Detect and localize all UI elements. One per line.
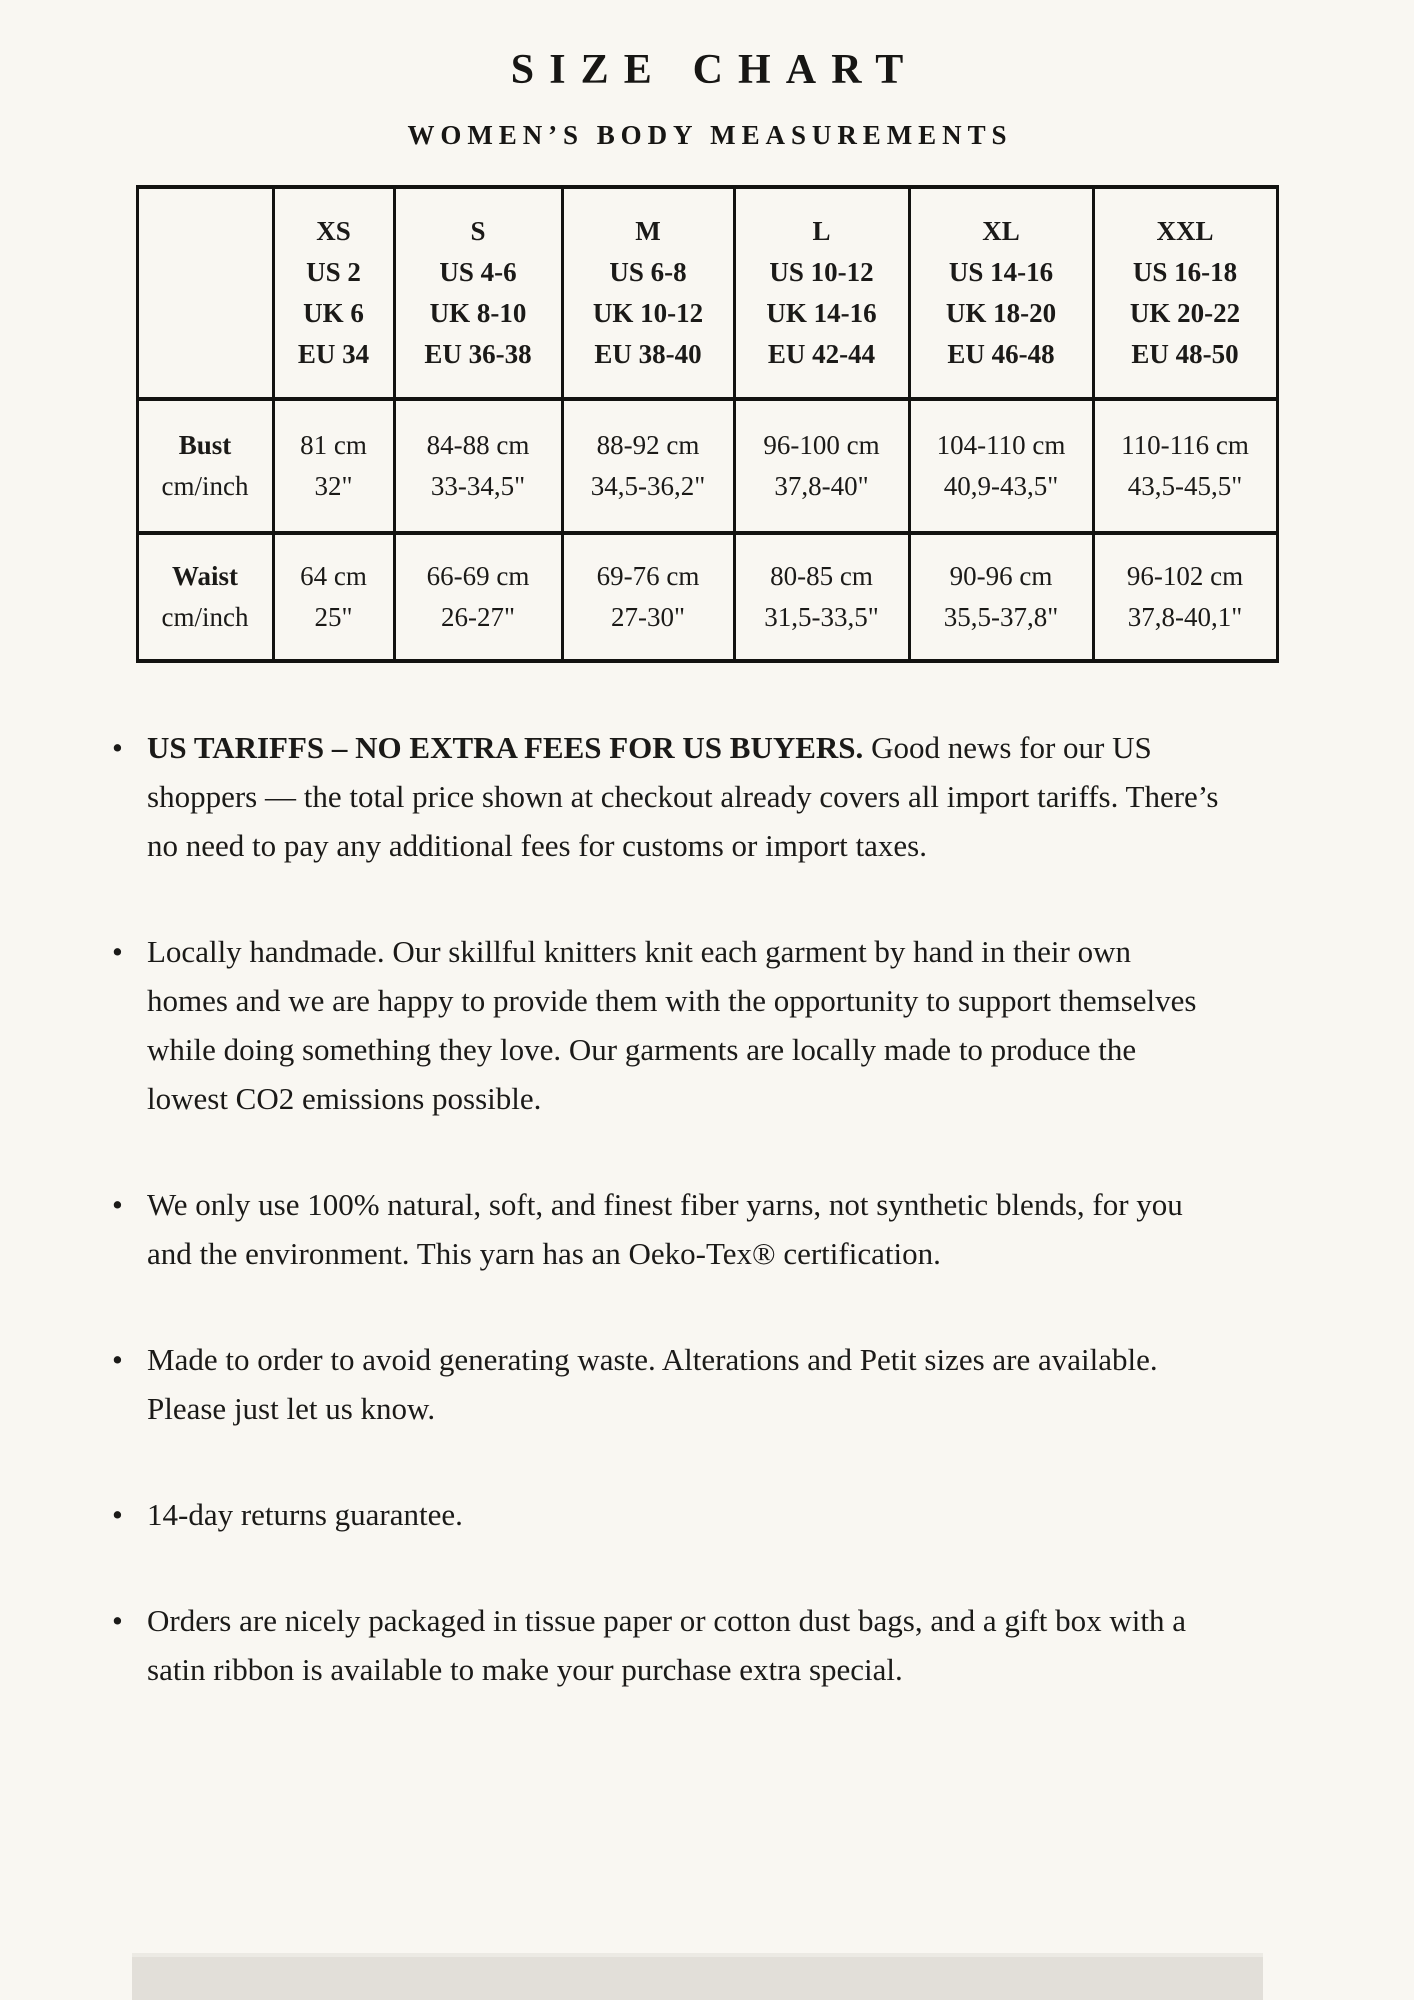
uk-size: UK 6 [303, 298, 364, 328]
waist-s [394, 533, 562, 661]
size-label: M [635, 216, 661, 246]
waist-inch: 27-30" [610, 602, 685, 632]
size-col-xl [909, 187, 1093, 399]
eu-size: EU 42-44 [767, 339, 876, 369]
waist-cm: 66-69 cm [426, 561, 530, 591]
list-item-packaging [112, 1596, 1219, 1694]
list-item-text: 14-day returns guarantee. [147, 1497, 463, 1532]
uk-size: UK 18-20 [945, 298, 1057, 328]
eu-size: EU 36-38 [424, 339, 532, 369]
size-chart-table [136, 185, 1279, 663]
eu-size: EU 38-40 [594, 339, 702, 369]
bullet-icon: • [112, 934, 123, 969]
bust-inch: 40,9-43,5" [943, 471, 1059, 501]
size-label: XXL [1156, 216, 1214, 246]
list-item-text: Made to order to avoid generating waste. Alterations and Petit sizes are available. Please just let us know. [147, 1342, 1158, 1426]
eu-size: EU 46-48 [947, 339, 1055, 369]
size-col-l [734, 187, 909, 399]
bullet-icon: • [112, 730, 123, 765]
uk-size: UK 20-22 [1129, 298, 1241, 328]
waist-xs [273, 533, 394, 661]
bullet-icon: • [112, 1603, 123, 1638]
waist-inch: 35,5-37,8" [943, 602, 1059, 632]
bust-cm: 110-116 cm [1121, 430, 1249, 460]
uk-size: UK 10-12 [592, 298, 704, 328]
list-item-text: Good news for our US shoppers — the total price shown at checkout already covers all import tariffs. There’s no need to pay any additional fees for customs or import taxes. [147, 730, 1219, 863]
waist-xxl [1093, 533, 1277, 661]
list-item-us-tariffs [112, 723, 1219, 870]
uk-size: UK 8-10 [429, 298, 527, 328]
bust-xxl [1093, 399, 1277, 533]
waist-cm: 69-76 cm [596, 561, 700, 591]
waist-inch: 25" [314, 602, 353, 632]
eu-size: EU 48-50 [1131, 339, 1239, 369]
bust-cm: 88-92 cm [596, 430, 700, 460]
uk-size: UK 14-16 [766, 298, 877, 328]
waist-l [734, 533, 909, 661]
bust-inch: 34,5-36,2" [590, 471, 706, 501]
size-col-xxl [1093, 187, 1277, 399]
list-item-text: Locally handmade. Our skillful knitters knit each garment by hand in their own homes and we are happy to provide them with the opportunity to support themselves while doing something they love. Our garments are locally made to produce the lowest CO2 emissions possible. [147, 934, 1197, 1116]
waist-cm: 96-102 cm [1126, 561, 1244, 591]
row-unit: cm/inch [161, 471, 249, 501]
bust-inch: 37,8-40" [774, 471, 869, 501]
list-item-text: Orders are nicely packaged in tissue paper or cotton dust bags, and a gift box with a satin ribbon is available to make your purchase extra special. [147, 1603, 1187, 1687]
waist-row [137, 533, 1277, 661]
list-item-made-to-order [112, 1335, 1219, 1433]
size-col-m [562, 187, 734, 399]
us-size: US 4-6 [439, 257, 517, 287]
list-item-locally-handmade [112, 927, 1219, 1123]
corner-cell [137, 187, 273, 399]
us-size: US 16-18 [1132, 257, 1238, 287]
list-item-bold-lead: US TARIFFS – NO EXTRA FEES FOR US BUYERS. [147, 730, 864, 765]
bust-m [562, 399, 734, 533]
bust-xl [909, 399, 1093, 533]
us-size: US 10-12 [769, 257, 874, 287]
bottom-section-placeholder [132, 1953, 1263, 2000]
size-label: L [812, 216, 831, 246]
bust-l [734, 399, 909, 533]
bust-s [394, 399, 562, 533]
page-subtitle: WOMEN’S BODY MEASUREMENTS [407, 120, 1013, 150]
bust-cm: 96-100 cm [763, 430, 880, 460]
waist-xl [909, 533, 1093, 661]
waist-inch: 31,5-33,5" [764, 602, 879, 632]
bullet-icon: • [112, 1497, 123, 1532]
product-info-list [0, 723, 1414, 1694]
size-col-s [394, 187, 562, 399]
us-size: US 6-8 [609, 257, 687, 287]
bust-row [137, 399, 1277, 533]
bullet-icon: • [112, 1342, 123, 1377]
list-item-text: We only use 100% natural, soft, and finest fiber yarns, not synthetic blends, for you and the environment. This yarn has an Oeko-Tex® certification. [147, 1187, 1183, 1271]
bust-xs [273, 399, 394, 533]
bullet-icon: • [112, 1187, 123, 1222]
row-label: Waist [171, 561, 238, 591]
size-col-xs [273, 187, 394, 399]
us-size: US 2 [306, 257, 361, 287]
bust-row-label-cell [137, 399, 273, 533]
size-label: XL [982, 216, 1020, 246]
bust-inch: 33-34,5" [430, 471, 526, 501]
eu-size: EU 34 [297, 339, 370, 369]
waist-row-label-cell [137, 533, 273, 661]
waist-cm: 80-85 cm [770, 561, 873, 591]
row-label: Bust [178, 430, 232, 460]
us-size: US 14-16 [948, 257, 1054, 287]
bust-inch: 43,5-45,5" [1127, 471, 1243, 501]
waist-cm: 64 cm [300, 561, 367, 591]
waist-inch: 37,8-40,1" [1127, 602, 1243, 632]
page-title: SIZE CHART [510, 47, 919, 93]
waist-m [562, 533, 734, 661]
list-item-returns-guarantee [112, 1490, 1219, 1539]
list-item-natural-yarns [112, 1180, 1219, 1278]
size-label: XS [316, 216, 351, 246]
table-header-row [137, 187, 1277, 399]
bust-inch: 32" [314, 471, 353, 501]
waist-cm: 90-96 cm [949, 561, 1053, 591]
waist-inch: 26-27" [440, 602, 515, 632]
size-label: S [470, 216, 486, 246]
bust-cm: 84-88 cm [426, 430, 530, 460]
bust-cm: 81 cm [300, 430, 367, 460]
bust-cm: 104-110 cm [936, 430, 1066, 460]
row-unit: cm/inch [161, 602, 249, 632]
